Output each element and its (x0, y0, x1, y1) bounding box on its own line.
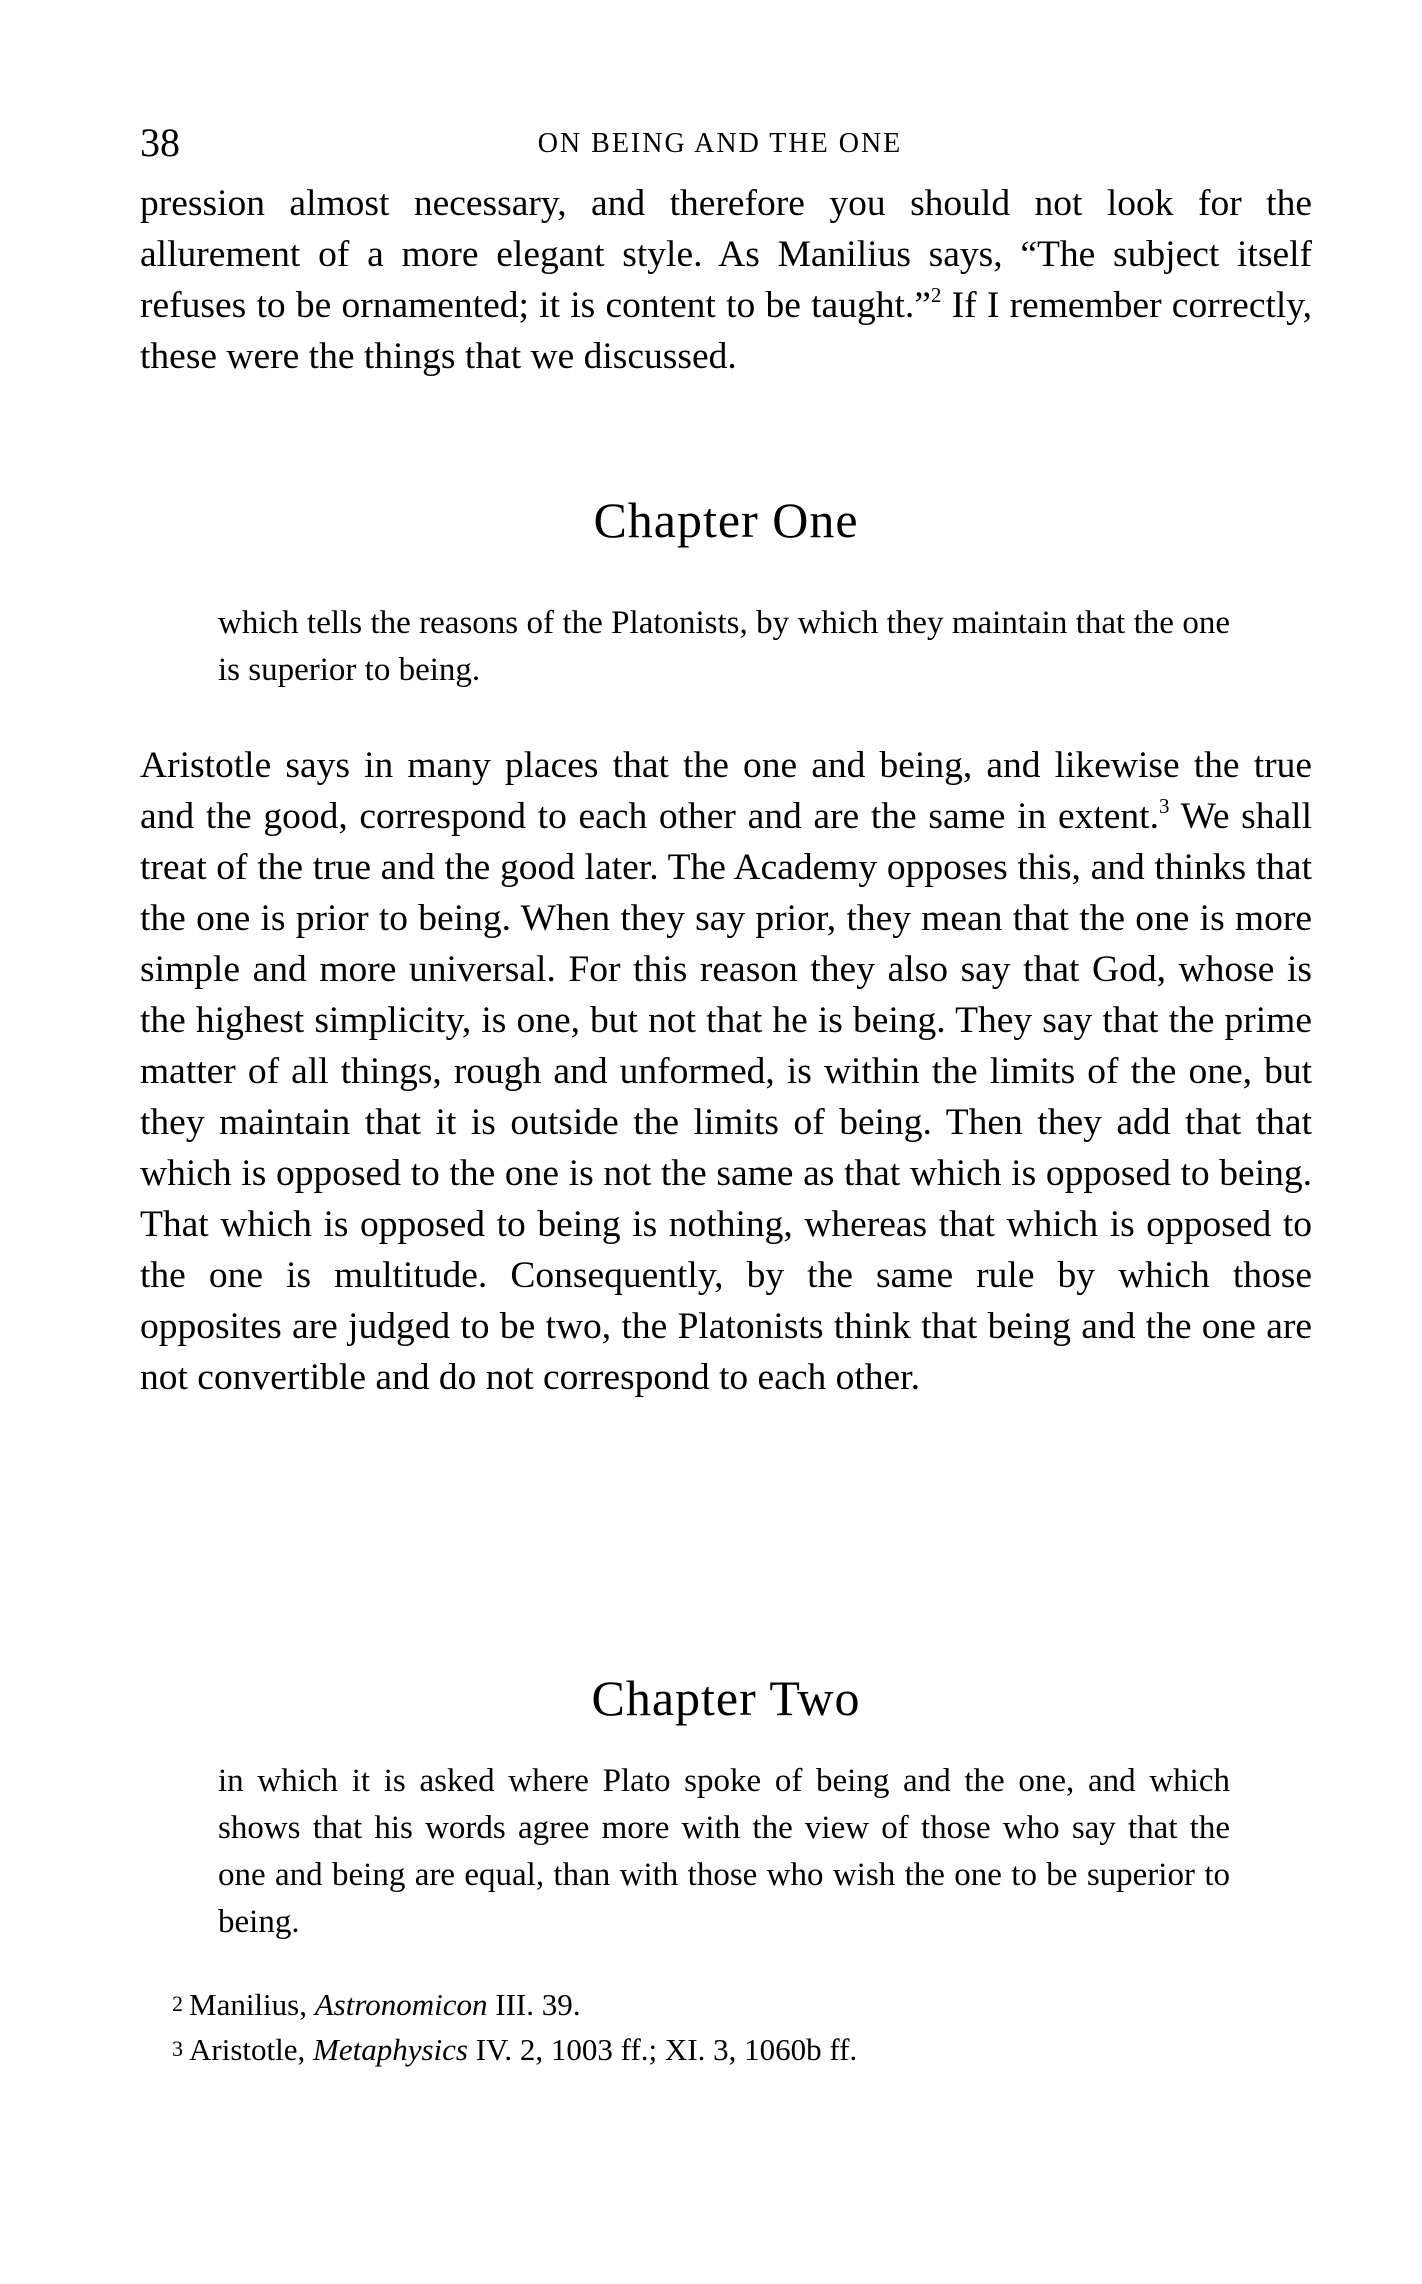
chapter-two-heading: Chapter Two (591, 1670, 861, 1726)
chapter-one-body-b: We shall treat of the true and the good later. The Academy opposes this, and thinks that the one is prior to being. When they say prior, they mean that the one is more simple and more universal. For this reason they also say that God, whose is the highest simplicity, is one, but not that he is being. They say that the prime matter of all things, rough and unformed, is within the limits of the one, but they maintain that it is outside the limits of being. Then they add that that which is opposed to the one is not the same as that which is opposed to being. That which is opposed to being is nothing, whereas that which is opposed to the one is multitude. Consequently, by the same rule by which those opposites are judged to be two, the Platonists think that being and the one are not convertible and do not correspond to each other. (140, 796, 1312, 1398)
running-title: ON BEING AND THE ONE (537, 128, 903, 159)
footnote-2 (172, 1982, 1272, 2027)
footnote-3 (172, 2027, 1272, 2072)
footnote-work-title: Metaphysics (313, 2032, 468, 2067)
chapter-one-body (140, 740, 1312, 1403)
footnote-author: Aristotle, (189, 2032, 313, 2067)
footnote-number: 3 (172, 2036, 183, 2061)
footnotes (172, 1982, 1272, 2072)
intro-text-b: If I remember correctly, these were the things that we discussed. (140, 285, 1312, 377)
footnote-ref-2[interactable]: 2 (930, 283, 942, 307)
footnote-author: Manilius, (189, 1987, 315, 2022)
footnote-reference: IV. 2, 1003 ff.; XI. 3, 1060b ff. (467, 2032, 858, 2067)
chapter-one-summary: which tells the reasons of the Platonists, by which they maintain that the one is superior to being. (218, 605, 1230, 688)
footnote-reference: III. 39. (487, 1987, 581, 2022)
chapter-one-heading: Chapter One (593, 492, 859, 548)
chapter-one-body-a: Aristotle says in many places that the one and being, and likewise the true and the good, correspond to each other and are the same in extent. (140, 745, 1312, 837)
page-number: 38 (140, 120, 180, 165)
intro-paragraph (140, 178, 1312, 382)
running-head (140, 118, 1290, 168)
chapter-two-summary: in which it is asked where Plato spoke of being and the one, and which shows that his words agree more with the view of those who say that the one and being are equal, than with those who wish the one to be superior to being. (218, 1763, 1230, 1940)
intro-text-a: pression almost necessary, and therefore you should not look for the allurement of a more elegant style. As Manilius says, “The subject itself refuses to be ornamented; it is content to be taught.” (140, 183, 1312, 326)
footnote-ref-3[interactable]: 3 (1158, 794, 1170, 818)
footnote-work-title: Astronomicon (314, 1987, 488, 2022)
footnote-number: 2 (172, 1991, 183, 2016)
